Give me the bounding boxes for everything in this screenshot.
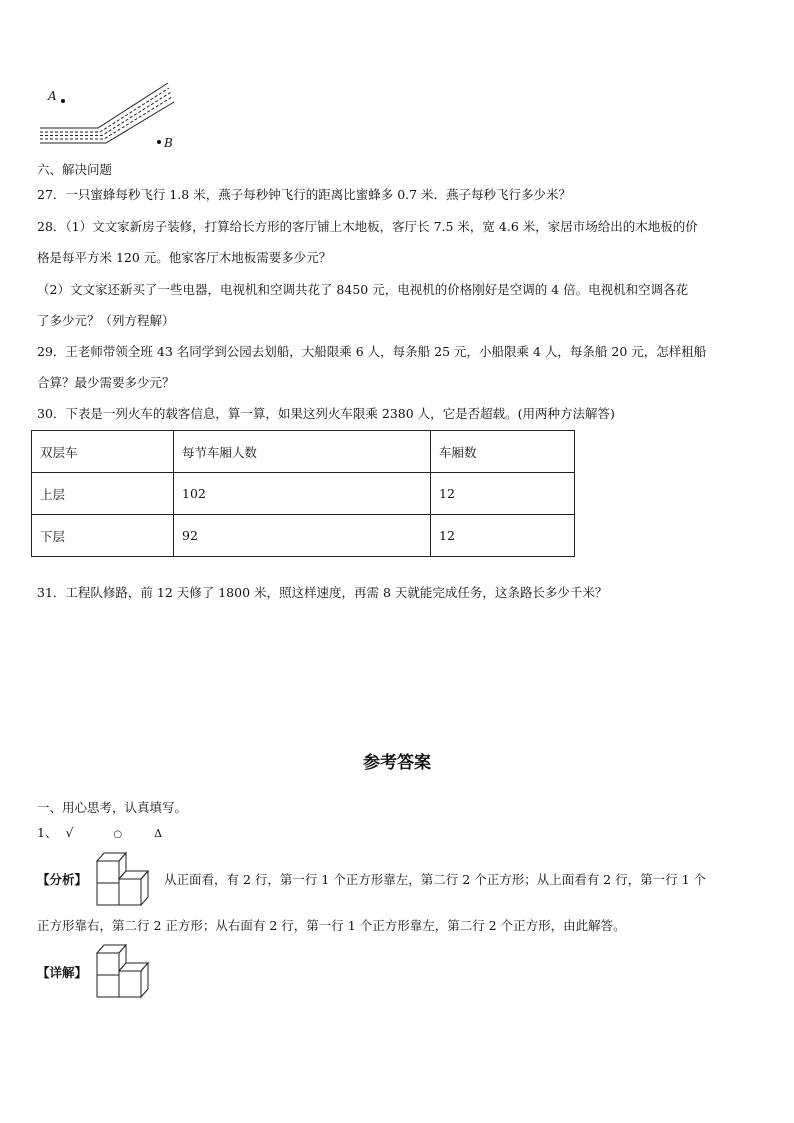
table-row bbox=[32, 473, 575, 515]
question-30: 30．下表是一列火车的载客信息，算一算，如果这列火车限乘 2380 人，它是否超载。(用两种方法解答) bbox=[37, 406, 615, 421]
answers-title: 参考答案 bbox=[363, 753, 431, 773]
table-cell: 12 bbox=[431, 473, 575, 515]
answers-section-heading: 一、用心思考，认真填写。 bbox=[37, 800, 188, 815]
cube-figure bbox=[95, 851, 157, 907]
table-header-cell: 每节车厢人数 bbox=[174, 431, 431, 473]
point-a-label: A bbox=[48, 89, 57, 103]
circle-mark: ○ bbox=[113, 829, 123, 840]
table-row bbox=[32, 431, 575, 473]
question-27: 27．一只蜜蜂每秒飞行 1.8 米，燕子每秒钟飞行的距离比蜜蜂多 0.7 米．燕子每秒飞行多少米？ bbox=[37, 187, 572, 202]
question-28-line1: 28．（1）文文家新房子装修，打算给长方形的客厅铺上木地板，客厅长 7.5 米，宽 4.6 米，家居市场给出的木地板的价 bbox=[37, 219, 698, 234]
table-cell: 92 bbox=[174, 515, 431, 557]
triangle-mark: Δ bbox=[154, 827, 163, 840]
question-28-line3: （2）文文家还新买了一些电器，电视机和空调共花了 8450 元，电视机的价格刚好是空调的 4 倍。电视机和空调各花 bbox=[37, 282, 689, 297]
table-cell: 102 bbox=[174, 473, 431, 515]
question-31: 31．工程队修路，前 12 天修了 1800 米，照这样速度，再需 8 天就能完成任务，这条路长多少千米？ bbox=[37, 585, 608, 600]
section-heading: 六、解决问题 bbox=[37, 162, 113, 177]
question-29-line1: 29．王老师带领全班 43 名同学到公园去划船，大船限乘 6 人，每条船 25 元，小船限乘 4 人，每条船 20 元，怎样租船 bbox=[37, 344, 707, 359]
point-b-label: B bbox=[164, 136, 173, 150]
detail-label: 【详解】 bbox=[37, 965, 88, 980]
table-cell: 上层 bbox=[32, 473, 174, 515]
analysis-line1: 从正面看，有 2 行，第一行 1 个正方形靠左，第二行 2 个正方形；从上面看有 2 行，第一行 1 个 bbox=[164, 872, 706, 887]
question-28-line2: 格是每平方米 120 元。他家客厅木地板需要多少元？ bbox=[37, 250, 332, 265]
answer-1 bbox=[37, 825, 162, 843]
answer-number: 1、 bbox=[37, 825, 58, 840]
table-cell: 12 bbox=[431, 515, 575, 557]
check-mark: √ bbox=[65, 825, 74, 840]
train-table bbox=[31, 430, 575, 557]
analysis-line2: 正方形靠右，第二行 2 正方形；从右面有 2 行，第一行 1 个正方形靠左，第二行 2 个正方形，由此解答。 bbox=[37, 918, 626, 933]
analysis-label: 【分析】 bbox=[37, 872, 88, 887]
table-header-cell: 双层车 bbox=[32, 431, 174, 473]
cube-figure-detail bbox=[95, 943, 157, 999]
table-row bbox=[32, 515, 575, 557]
question-29-line2: 合算？最少需要多少元？ bbox=[37, 375, 175, 390]
table-header-cell: 车厢数 bbox=[431, 431, 575, 473]
table-cell: 下层 bbox=[32, 515, 174, 557]
question-28-line4: 了多少元？（列方程解） bbox=[37, 313, 175, 328]
